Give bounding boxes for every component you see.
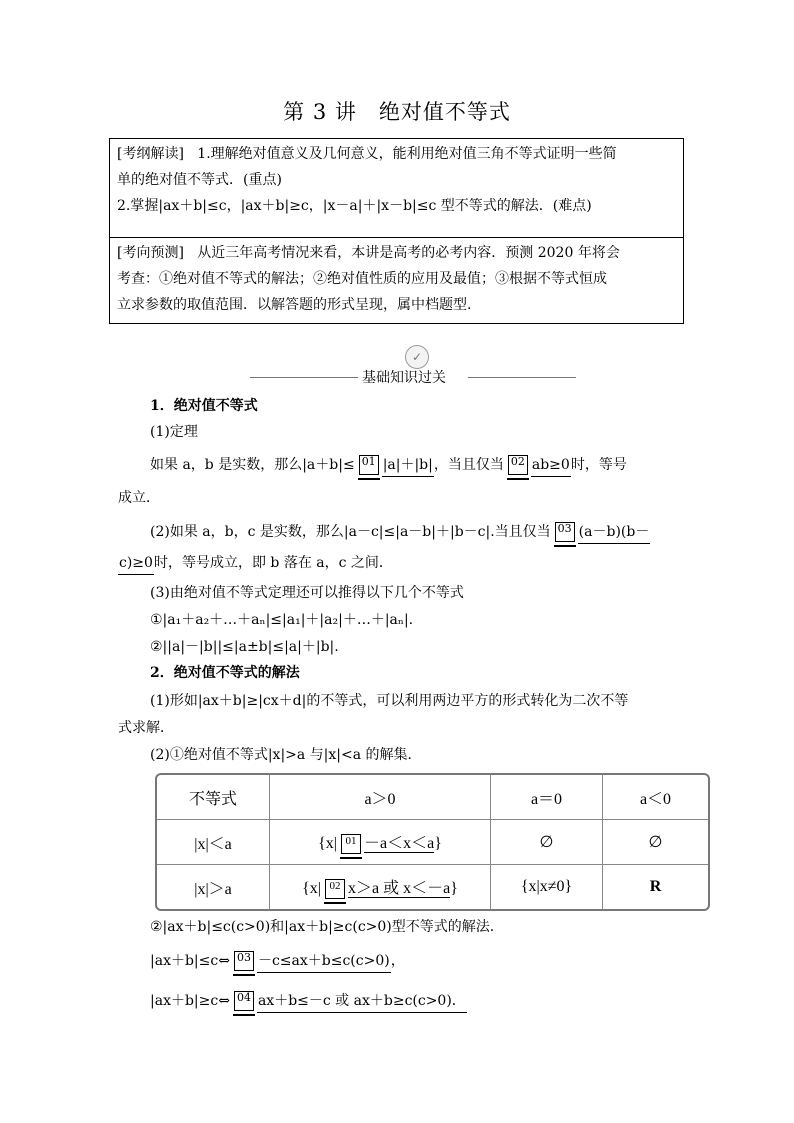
exam-forecast-line1 <box>117 240 676 266</box>
equiv-ge-text: |ax＋b|≥c⇔ <box>150 993 230 1009</box>
banner-line-right <box>468 377 576 378</box>
corollary-intro: (3)由绝对值不等式定理还可以推得以下几个不等式 <box>150 585 464 601</box>
method-1-line: (1)形如|ax＋b|≥|cx＋d|的不等式，可以利用两边平方的形式转化为二次不等 <box>150 693 629 709</box>
theorem-line <box>150 454 627 477</box>
set-close: } <box>434 834 442 852</box>
set-open: {x| <box>318 834 337 852</box>
answer-01: |a|＋|b| <box>382 454 434 477</box>
heading-solution-methods: 2．绝对值不等式的解法 <box>150 665 300 681</box>
set-open: {x| <box>302 879 321 897</box>
theorem2-text-b: 时，等号成立，即 b 落在 a，c 之间． <box>153 555 393 571</box>
table-header-row <box>157 775 708 820</box>
theorem-line-cont: 成立． <box>118 490 160 506</box>
theorem-text-b: ，当且仅当 <box>433 457 504 473</box>
theorem2-line-cont <box>118 552 393 575</box>
table-cell: {x|x≠0} <box>491 865 603 909</box>
table-cell <box>270 865 491 909</box>
theorem-text-c: 时，等号 <box>570 457 627 473</box>
table-row <box>157 820 708 865</box>
equiv-le-line <box>150 950 405 973</box>
answer-c03: －c≤ax＋b≤c(c>0) <box>257 950 391 973</box>
theorem-label: (1)定理 <box>150 424 198 440</box>
heading-absolute-inequality: 1．绝对值不等式 <box>150 398 258 414</box>
exam-forecast-text1: 从近三年高考情况来看，本讲是高考的必考内容．预测 2020 年将会 <box>197 245 620 261</box>
table-cell: |x|＜a <box>157 820 270 865</box>
exam-outline-tag: [考纲解读] <box>117 146 184 162</box>
table-cell: ∅ <box>603 820 708 865</box>
corollary-1: ①|a₁＋a₂＋…＋aₙ|≤|a₁|＋|a₂|＋…＋|aₙ|. <box>150 612 414 628</box>
section-banner <box>250 340 580 390</box>
blank-01-box: 01 <box>359 455 379 475</box>
table-header-cell: a＜0 <box>603 775 708 820</box>
table-cell: |x|＞a <box>157 865 270 909</box>
method-1-line-cont: 式求解． <box>118 720 174 736</box>
method-2-line: (2)①绝对值不等式|x|>a 与|x|<a 的解集． <box>150 747 422 763</box>
table-answer-02: x＞a 或 x＜－a <box>347 879 451 897</box>
table-answer-01: －a＜x＜a <box>363 834 435 852</box>
exam-forecast-tag: [考向预测] <box>117 245 184 261</box>
table-cell: ∅ <box>491 820 603 865</box>
theorem-text-a: 如果 a，b 是实数，那么|a＋b|≤ <box>150 457 355 473</box>
corollary-2: ②||a|－|b||≤|a±b|≤|a|＋|b|. <box>150 639 339 655</box>
page-title: 第 3 讲 绝对值不等式 <box>283 100 511 124</box>
exam-outline-text1: 1.理解绝对值意义及几何意义，能利用绝对值三角不等式证明一些简 <box>197 146 617 162</box>
blank-02-box: 02 <box>508 455 528 475</box>
equiv-le-comma: ， <box>390 953 405 969</box>
exam-outline-box <box>109 138 684 238</box>
blank-c04-box: 04 <box>234 991 254 1011</box>
exam-outline-line1 <box>117 141 676 167</box>
exam-forecast-line3: 立求参数的取值范围．以解答题的形式呈现，属中档题型. <box>117 297 472 313</box>
table-cell <box>270 820 491 865</box>
check-badge-icon: ✓ <box>405 345 429 369</box>
theorem2-text-a: (2)如果 a，b，c 是实数，那么|a－c|≤|a－b|＋|b－c|.当且仅当 <box>150 524 551 540</box>
table-header-cell: 不等式 <box>157 775 270 820</box>
answer-03-a: (a－b)(b－ <box>578 521 651 544</box>
answer-c04: ax＋b≤－c 或 ax＋b≥c(c>0)． <box>257 990 467 1013</box>
table-row <box>157 865 708 909</box>
table-blank-02-box: 02 <box>325 879 345 899</box>
answer-02: ab≥0 <box>531 454 571 477</box>
banner-line-left <box>250 377 358 378</box>
table-cell: R <box>649 878 662 895</box>
method-3-line: ②|ax＋b|≤c(c>0)和|ax＋b|≥c(c>0)型不等式的解法． <box>150 919 504 935</box>
table-blank-01-box: 01 <box>341 834 361 854</box>
exam-forecast-line2: 考查：①绝对值不等式的解法；②绝对值性质的应用及最值；③根据不等式恒成 <box>117 271 607 287</box>
solution-set-table <box>155 773 710 911</box>
blank-c03-box: 03 <box>234 951 254 971</box>
table-header-cell: a＝0 <box>491 775 603 820</box>
answer-03-b: c)≥0 <box>118 552 154 575</box>
blank-03-box: 03 <box>555 522 575 542</box>
exam-forecast-box <box>109 238 684 324</box>
table-header-cell: a＞0 <box>270 775 491 820</box>
theorem2-line <box>150 521 650 544</box>
section-banner-label: 基础知识过关 <box>362 370 446 386</box>
equiv-ge-line <box>150 990 467 1013</box>
set-close: } <box>450 879 458 897</box>
exam-outline-line2: 单的绝对值不等式．(重点) <box>117 172 282 188</box>
equiv-le-text: |ax＋b|≤c⇔ <box>150 953 230 969</box>
exam-outline-line3: 2.掌握|ax＋b|≤c，|ax＋b|≥c，|x－a|＋|x－b|≤c 型不等式的解法．(难点) <box>117 198 592 214</box>
